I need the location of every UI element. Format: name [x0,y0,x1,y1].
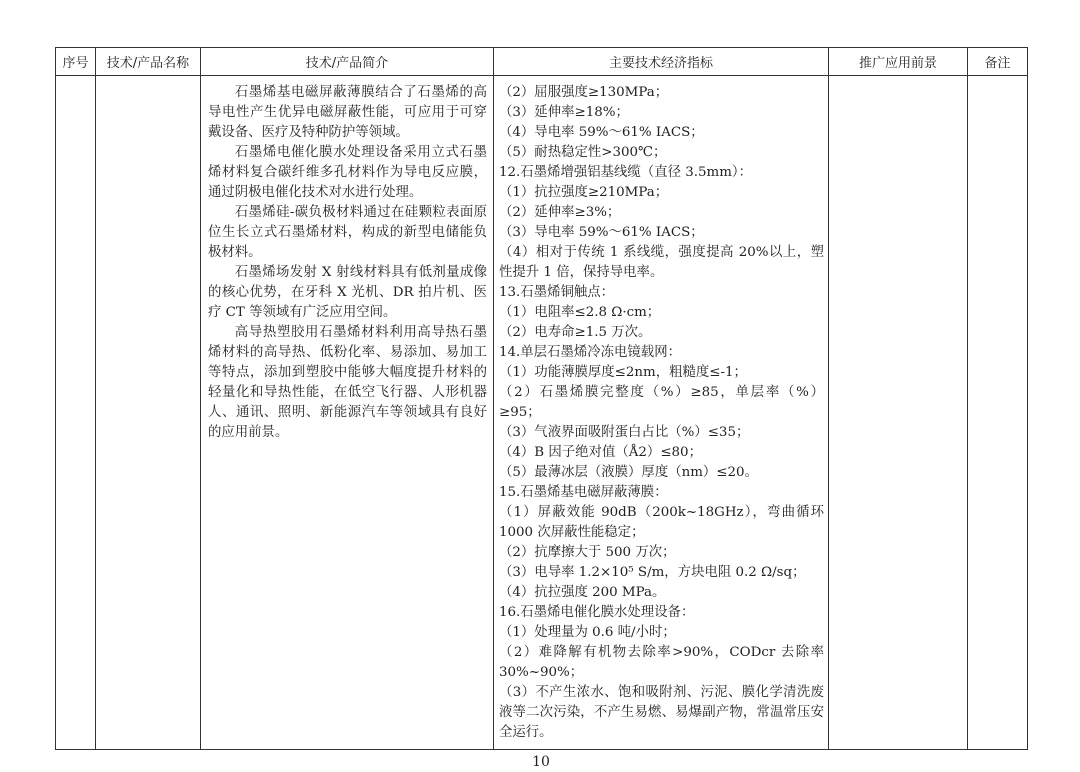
cell-index [56,76,96,750]
header-row [56,48,1028,76]
indicator-line: （4）导电率 59%～61% IACS； [499,125,704,140]
header-index: 序号 [56,48,96,76]
indicator-line: （2）石墨烯膜完整度（%）≥85，单层率（%）≥95； [499,385,824,420]
header-indicators: 主要技术经济指标 [494,48,829,76]
indicator-line: （4）B 因子绝对值（Å2）≤80； [499,445,702,460]
cell-intro [201,76,494,750]
indicator-line: （2）电寿命≥1.5 万次。 [499,325,652,340]
intro-paragraph: 石墨烯场发射 X 射线材料具有低剂量成像的核心优势，在牙科 X 光机、DR 拍片机、医疗 CT 等领域有广泛应用空间。 [208,265,487,320]
indicator-line: 14.单层石墨烯冷冻电镜载网： [499,345,681,360]
indicator-line: （1）抗拉强度≥210MPa； [499,185,669,200]
indicator-line: （1）处理量为 0.6 吨/小时； [499,625,676,640]
indicator-line: （3）延伸率≥18%； [499,105,629,120]
header-prospects: 推广应用前景 [829,48,968,76]
intro-paragraph: 高导热塑胶用石墨烯材料利用高导热石墨烯材料的高导热、低粉化率、易添加、易加工等特点，添加到塑胶中能够大幅度提升材料的轻量化和导热性能，在低空飞行器、人形机器人、通讯、照明、新能源汽车等领域具有良好的应用前景。 [208,325,487,440]
indicator-line: （2）难降解有机物去除率>90%，CODcr 去除率 30%~90%； [499,645,824,680]
indicator-line: 15.石墨烯基电磁屏蔽薄膜： [499,485,668,500]
indicator-line: （5）最薄冰层（液膜）厚度（nm）≤20。 [499,465,758,480]
intro-paragraph: 石墨烯电催化膜水处理设备采用立式石墨烯材料复合碳纤维多孔材料作为导电反应膜，通过阴极电催化技术对水进行处理。 [208,145,487,200]
cell-remarks [968,76,1028,750]
intro-paragraph: 石墨烯基电磁屏蔽薄膜结合了石墨烯的高导电性产生优异电磁屏蔽性能，可应用于可穿戴设备、医疗及特种防护等领域。 [208,85,487,140]
indicator-line: 13.石墨烯铜触点： [499,285,615,300]
header-name: 技术/产品名称 [96,48,201,76]
indicator-line: 16.石墨烯电催化膜水处理设备： [499,605,695,620]
indicator-line: （4）抗拉强度 200 MPa。 [499,585,666,600]
document-page [55,0,1027,772]
page-number: 10 [532,754,550,770]
indicator-line: （3）气液界面吸附蛋白占比（%）≤35； [499,425,750,440]
indicator-line: （1）电阻率≤2.8 Ω·cm； [499,305,661,320]
table-row [56,76,1028,750]
cell-indicators [494,76,829,750]
indicator-line: （3）电导率 1.2×10⁵ S/m，方块电阻 0.2 Ω/sq； [499,565,806,580]
indicator-line: （2）屈服强度≥130MPa； [499,85,669,100]
header-remarks: 备注 [968,48,1028,76]
indicator-line: （3）导电率 59%～61% IACS； [499,225,704,240]
cell-prospects [829,76,968,750]
indicator-line: 12.石墨烯增强铝基线缆（直径 3.5mm）： [499,165,753,180]
cell-name [96,76,201,750]
indicator-line: （1）功能薄膜厚度≤2nm，粗糙度≤-1； [499,365,747,380]
indicator-line: （3）不产生浓水、饱和吸附剂、污泥、膜化学清洗废液等二次污染，不产生易燃、易爆副产物，常温常压安全运行。 [499,685,824,740]
indicator-line: （5）耐热稳定性>300℃； [499,145,667,160]
intro-paragraph: 石墨烯硅-碳负极材料通过在硅颗粒表面原位生长立式石墨烯材料，构成的新型电储能负极材料。 [208,205,487,260]
indicator-line: （1）屏蔽效能 90dB（200k~18GHz），弯曲循环 1000 次屏蔽性能稳定； [499,505,824,540]
technology-table [55,47,1028,750]
indicator-line: （2）抗摩擦大于 500 万次； [499,545,676,560]
indicator-line: （4）相对于传统 1 系线缆，强度提高 20%以上，塑性提升 1 倍，保持导电率。 [499,245,824,280]
indicator-line: （2）延伸率≥3%； [499,205,621,220]
header-intro: 技术/产品简介 [201,48,494,76]
